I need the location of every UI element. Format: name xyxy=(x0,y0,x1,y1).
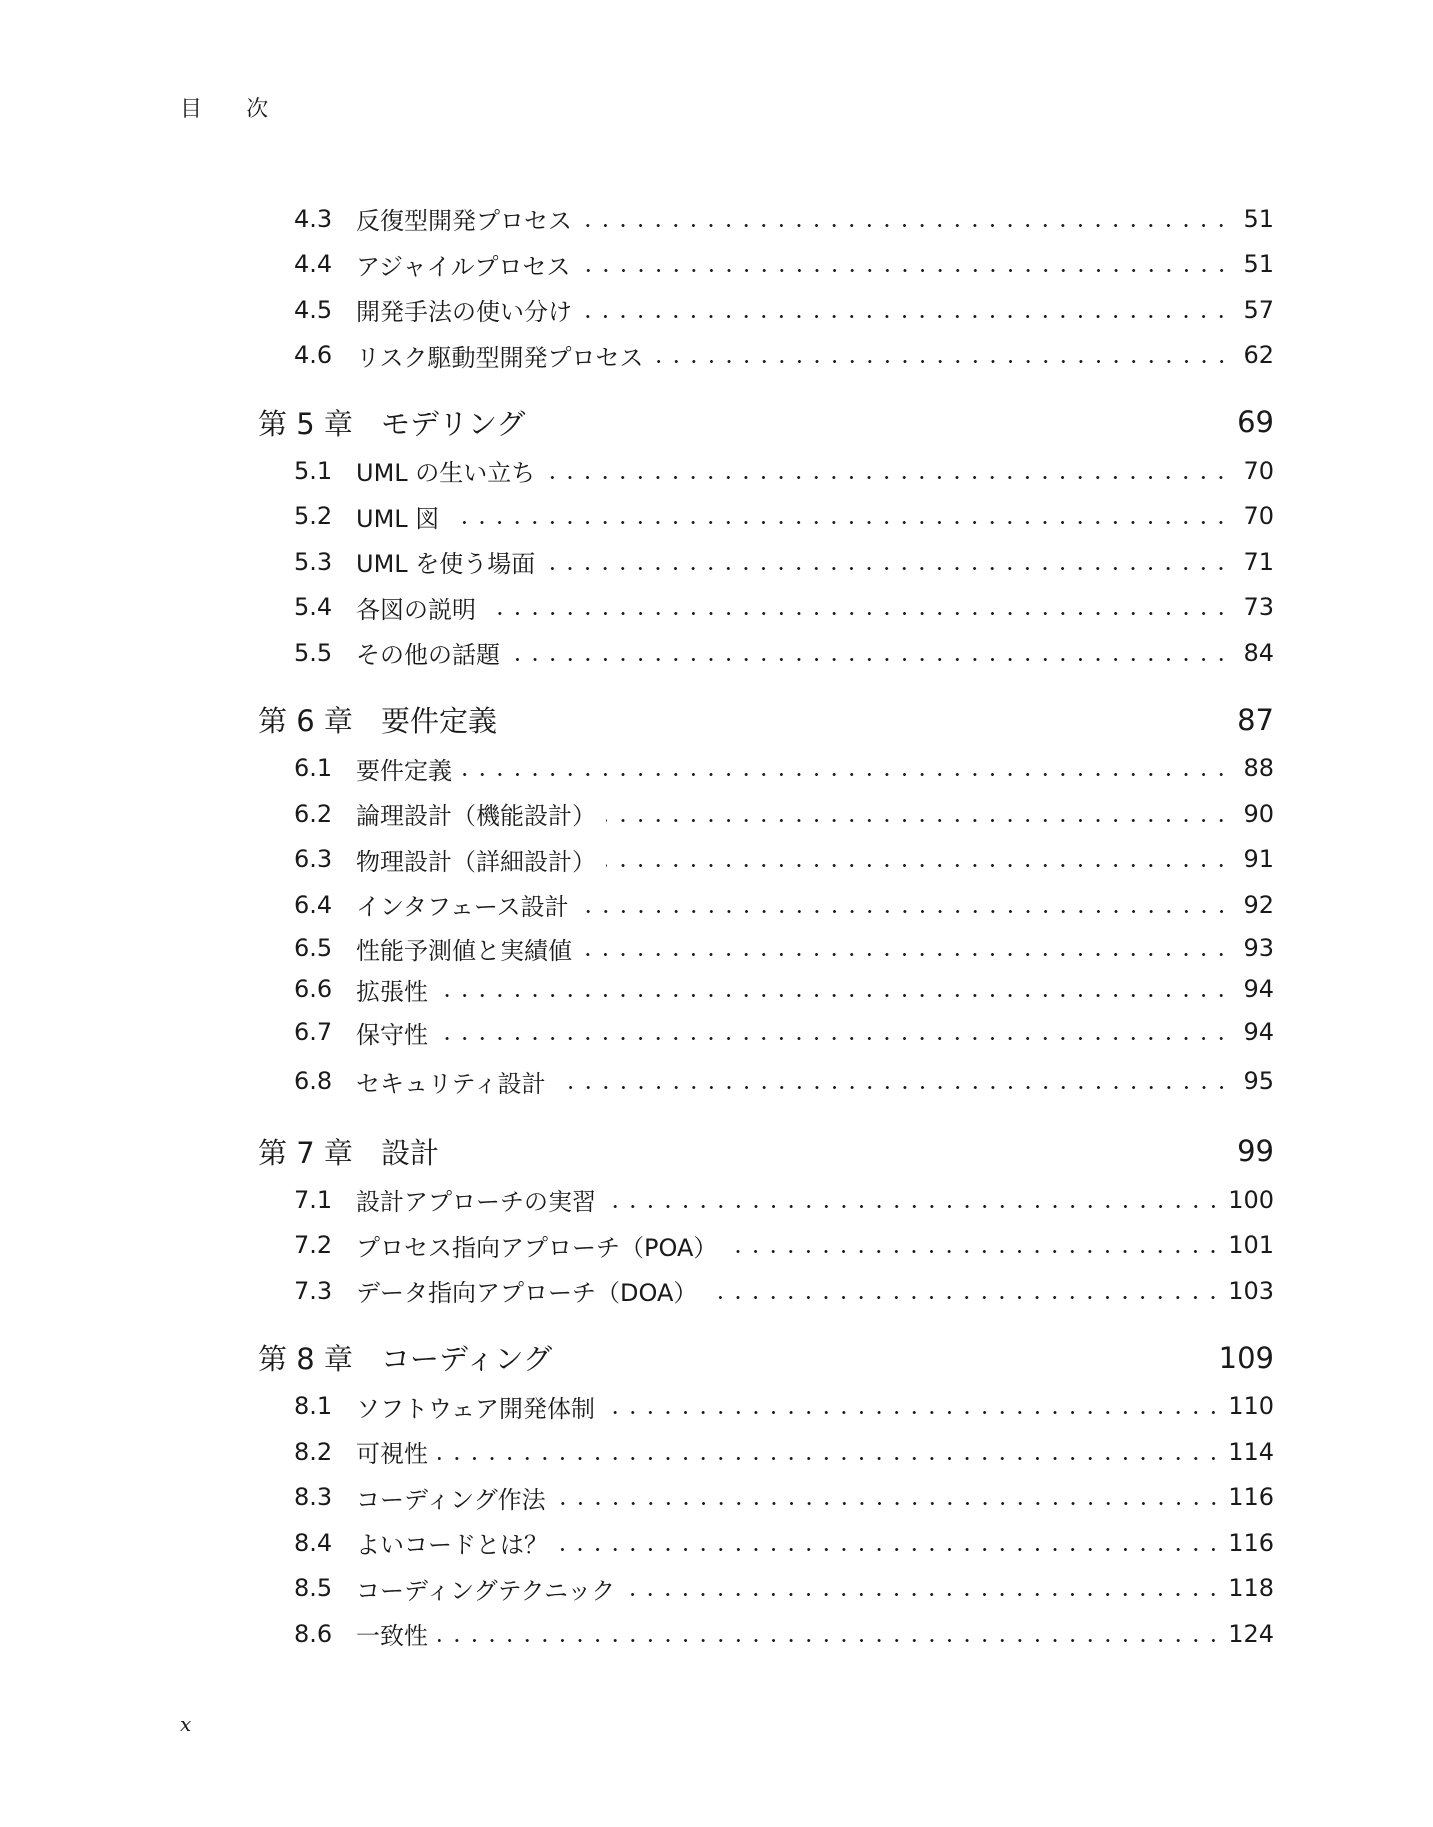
folio-page-number: x xyxy=(180,1712,192,1736)
dot-leader xyxy=(556,1069,1230,1093)
section-number: 8.1 xyxy=(294,1392,333,1421)
dot-leader xyxy=(438,1440,1222,1464)
section-title: 物理設計（詳細設計） xyxy=(356,847,596,876)
section-title: 一致性 xyxy=(356,1622,428,1651)
dot-leader xyxy=(581,252,1230,276)
dot-leader xyxy=(582,207,1230,231)
page-number: 116 xyxy=(1228,1483,1274,1512)
section-number: 8.3 xyxy=(294,1483,333,1512)
toc-entry[interactable] xyxy=(258,1268,1274,1314)
section-number: 8.5 xyxy=(294,1574,333,1603)
toc-entry[interactable] xyxy=(258,630,1274,676)
section-title: データ指向アプローチ（DOA） xyxy=(356,1279,698,1308)
chapter-number: 第 6 章 xyxy=(258,704,353,738)
chapter-page-number: 99 xyxy=(1237,1134,1274,1168)
chapter-page-number: 69 xyxy=(1237,405,1274,439)
page-number: 95 xyxy=(1243,1067,1274,1095)
section-number: 5.1 xyxy=(294,456,333,485)
toc-group-chapter-8 xyxy=(258,1332,1274,1657)
toc-entry[interactable] xyxy=(258,1177,1274,1223)
section-title: リスク駆動型開発プロセス xyxy=(356,343,644,372)
section-number: 6.6 xyxy=(294,975,333,1003)
dot-leader xyxy=(486,595,1230,619)
page-number: 92 xyxy=(1243,890,1274,919)
page-number: 71 xyxy=(1243,547,1274,576)
chapter-number: 第 8 章 xyxy=(258,1342,353,1376)
section-number: 6.1 xyxy=(294,754,333,783)
page-number: 124 xyxy=(1228,1619,1274,1648)
section-title: コーディング作法 xyxy=(356,1485,546,1514)
page-number: 103 xyxy=(1228,1276,1274,1305)
page-number: 51 xyxy=(1243,250,1274,279)
chapter-page-number: 109 xyxy=(1218,1340,1274,1375)
section-number: 5.2 xyxy=(294,502,333,531)
section-number: 4.3 xyxy=(294,204,333,233)
dot-leader xyxy=(625,1576,1222,1600)
dot-leader xyxy=(579,893,1230,917)
chapter-heading[interactable] xyxy=(258,396,1274,448)
toc-entry[interactable] xyxy=(258,585,1274,631)
toc-entry[interactable] xyxy=(258,494,1274,540)
page-number: 93 xyxy=(1243,934,1274,962)
toc-entry[interactable] xyxy=(258,287,1274,333)
toc-entry[interactable] xyxy=(258,837,1274,883)
section-number: 4.5 xyxy=(294,295,333,324)
toc-entry[interactable] xyxy=(258,791,1274,837)
page-number: 51 xyxy=(1243,204,1274,233)
section-title: アジャイルプロセス xyxy=(356,252,571,281)
toc-entry[interactable] xyxy=(258,1520,1274,1566)
toc-entry[interactable] xyxy=(258,1566,1274,1612)
section-title: 各図の説明 xyxy=(356,595,476,624)
page-number: 62 xyxy=(1243,341,1274,370)
section-number: 8.2 xyxy=(294,1437,333,1466)
section-title: 設計アプローチの実習 xyxy=(356,1188,596,1217)
chapter-number: 第 7 章 xyxy=(258,1135,353,1170)
running-head-right: 次 xyxy=(246,97,271,122)
page-number: 70 xyxy=(1243,502,1274,531)
section-title: UML 図 xyxy=(356,504,440,533)
toc-entry[interactable] xyxy=(258,448,1274,494)
section-title: プロセス指向アプローチ（POA） xyxy=(356,1233,718,1262)
dot-leader xyxy=(707,1279,1222,1303)
toc-entry[interactable] xyxy=(258,242,1274,288)
section-number: 6.2 xyxy=(294,799,333,828)
section-title: その他の話題 xyxy=(356,641,500,670)
section-title: 反復型開発プロセス xyxy=(356,207,572,236)
toc-entry[interactable] xyxy=(258,1429,1274,1475)
chapter-heading[interactable] xyxy=(258,1125,1274,1177)
page-number: 116 xyxy=(1228,1528,1274,1557)
toc-entry[interactable] xyxy=(258,1010,1274,1056)
section-title: 可視性 xyxy=(356,1440,428,1469)
section-title: 要件定義 xyxy=(356,756,452,785)
section-title: 性能予測値と実績値 xyxy=(356,936,572,965)
chapter-heading[interactable] xyxy=(258,1332,1274,1384)
page-number: 94 xyxy=(1243,975,1274,1003)
chapter-heading[interactable] xyxy=(258,694,1274,746)
dot-leader xyxy=(438,1622,1222,1646)
section-number: 4.4 xyxy=(294,250,333,279)
dot-leader xyxy=(558,1531,1222,1555)
section-title: セキュリティ設計 xyxy=(356,1069,546,1098)
toc-entry[interactable] xyxy=(258,1055,1274,1107)
chapter-title: モデリング xyxy=(381,406,526,441)
page-number: 118 xyxy=(1228,1574,1274,1603)
dot-leader xyxy=(449,504,1230,528)
section-number: 5.4 xyxy=(294,593,333,622)
dot-leader xyxy=(545,550,1230,574)
toc-entry[interactable] xyxy=(258,882,1274,928)
section-title: よいコードとは？ xyxy=(356,1531,548,1560)
chapter-number: 第 5 章 xyxy=(258,406,353,441)
section-number: 4.6 xyxy=(294,341,333,370)
toc-entry[interactable] xyxy=(258,1223,1274,1269)
toc-entry[interactable] xyxy=(258,1611,1274,1657)
dot-leader xyxy=(727,1233,1222,1257)
dot-leader xyxy=(654,343,1230,367)
toc-entry[interactable] xyxy=(258,969,1274,1010)
section-title: 論理設計（機能設計） xyxy=(356,802,596,831)
section-number: 6.3 xyxy=(294,845,333,874)
dot-leader xyxy=(438,1020,1230,1044)
page-number: 70 xyxy=(1243,456,1274,485)
page-number: 90 xyxy=(1243,799,1274,828)
running-head-left: 目 xyxy=(180,97,205,122)
section-number: 6.5 xyxy=(294,934,333,962)
page-number: 100 xyxy=(1228,1185,1274,1214)
section-number: 6.7 xyxy=(294,1018,333,1047)
dot-leader xyxy=(582,298,1230,322)
toc-entry[interactable] xyxy=(258,539,1274,585)
section-title: UML を使う場面 xyxy=(356,550,536,579)
dot-leader xyxy=(606,1188,1222,1212)
section-title: インタフェース設計 xyxy=(356,893,569,922)
section-number: 7.2 xyxy=(294,1231,333,1260)
toc-group-chapter-6 xyxy=(258,694,1274,1108)
page-number: 114 xyxy=(1228,1437,1274,1466)
page-number: 101 xyxy=(1228,1231,1274,1260)
page-number: 88 xyxy=(1243,754,1274,783)
dot-leader xyxy=(605,1394,1222,1418)
page-number: 91 xyxy=(1243,845,1274,874)
section-title: 開発手法の使い分け xyxy=(356,298,572,327)
section-title: 拡張性 xyxy=(356,977,428,1006)
toc-group-chapter-4 xyxy=(258,196,1274,378)
page-number: 94 xyxy=(1243,1018,1274,1047)
page-number: 73 xyxy=(1243,593,1274,622)
dot-leader xyxy=(606,847,1230,871)
dot-leader xyxy=(510,641,1230,665)
section-title: ソフトウェア開発体制 xyxy=(356,1394,596,1423)
chapter-title: 設計 xyxy=(381,1135,440,1170)
dot-leader xyxy=(582,936,1230,960)
table-of-contents xyxy=(258,196,1274,1657)
section-number: 5.5 xyxy=(294,638,333,667)
toc-entry[interactable] xyxy=(258,746,1274,792)
chapter-title: コーディング xyxy=(381,1342,553,1376)
section-title: コーディングテクニック xyxy=(356,1576,616,1605)
chapter-title: 要件定義 xyxy=(381,704,498,738)
toc-entry[interactable] xyxy=(258,333,1274,379)
section-number: 6.8 xyxy=(294,1067,333,1095)
toc-entry[interactable] xyxy=(258,1384,1274,1430)
toc-group-chapter-5 xyxy=(258,396,1274,676)
dot-leader xyxy=(462,756,1230,780)
running-head xyxy=(180,92,270,123)
toc-entry[interactable] xyxy=(258,196,1274,242)
dot-leader xyxy=(556,1485,1223,1509)
section-number: 8.4 xyxy=(294,1528,333,1557)
section-number: 7.1 xyxy=(294,1185,333,1214)
chapter-page-number: 87 xyxy=(1237,702,1274,737)
section-number: 5.3 xyxy=(294,547,333,576)
section-number: 8.6 xyxy=(294,1619,333,1648)
section-number: 7.3 xyxy=(294,1276,333,1305)
section-title: 保守性 xyxy=(356,1020,428,1049)
section-number: 6.4 xyxy=(294,890,333,919)
toc-group-chapter-7 xyxy=(258,1125,1274,1314)
page-number: 57 xyxy=(1243,295,1274,324)
toc-entry[interactable] xyxy=(258,928,1274,969)
dot-leader xyxy=(606,802,1230,826)
page-number: 84 xyxy=(1243,638,1274,667)
dot-leader xyxy=(545,459,1230,483)
section-title: UML の生い立ち xyxy=(356,459,536,488)
toc-entry[interactable] xyxy=(258,1475,1274,1521)
page-number: 110 xyxy=(1228,1392,1274,1421)
dot-leader xyxy=(438,977,1230,1001)
